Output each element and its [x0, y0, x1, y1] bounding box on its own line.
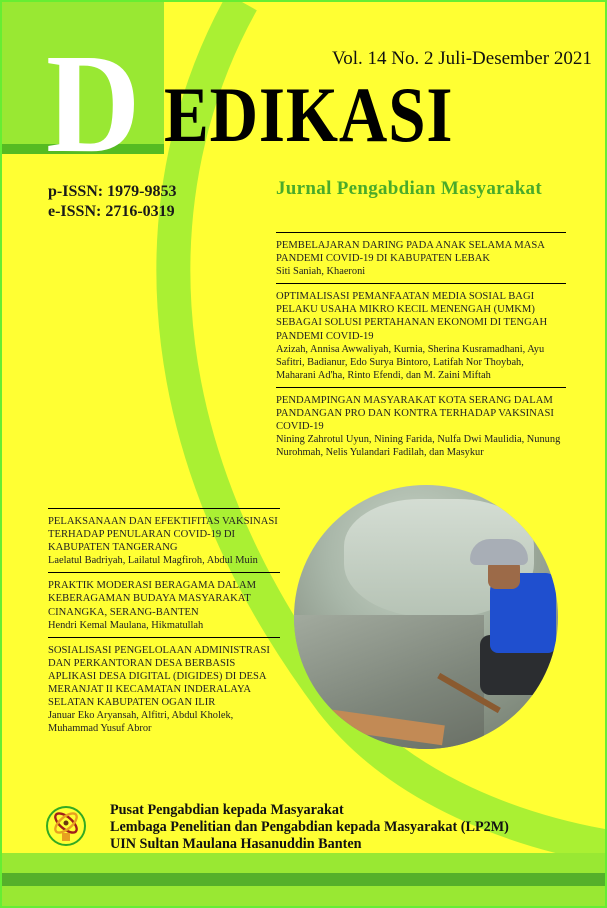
- person-cap: [470, 539, 528, 565]
- journal-title: EDIKASI: [164, 71, 454, 158]
- article-entry[interactable]: [48, 508, 280, 572]
- article-list-left: [48, 508, 280, 740]
- article-authors: Azizah, Annisa Awwaliyah, Kurnia, Sherina Kusramadhani, Ayu Safitri, Badianur, Edo Surya Bintoro, Latifah Nor Thoybah, Maharani Ad'ha, Rinto Efendi, dan M. Zaini Miftah: [276, 343, 545, 381]
- article-title: PEMBELAJARAN DARING PADA ANAK SELAMA MASA PANDEMI COVID-19 DI KABUPATEN LEBAK: [276, 240, 545, 265]
- article-authors: Januar Eko Aryansah, Alfitri, Abdul Kholek, Muhammad Yusuf Abror: [48, 710, 234, 735]
- article-entry[interactable]: [276, 283, 566, 387]
- article-authors: Laelatul Badriyah, Lailatul Magfiroh, Abdul Muin: [48, 555, 258, 567]
- volume-issue: Vol. 14 No. 2 Juli-Desember 2021: [332, 48, 592, 69]
- article-entry[interactable]: [276, 232, 566, 283]
- article-title: OPTIMALISASI PEMANFAATAN MEDIA SOSIAL BAGI PELAKU USAHA MIKRO KECIL MENENGAH (UMKM) SEBAGAI SOLUSI PERTAHANAN EKONOMI DI TENGAH PANDEMI COVID-19: [276, 291, 548, 342]
- e-issn: e-ISSN: 2716-0319: [48, 203, 175, 220]
- article-title: PENDAMPINGAN MASYARAKAT KOTA SERANG DALAM PANDANGAN PRO DAN KONTRA TERHADAP VAKSINASI COVID-19: [276, 394, 554, 433]
- article-title: PRAKTIK MODERASI BERAGAMA DALAM KEBERAGAMAN BUDAYA MASYARAKAT CINANGKA, SERANG-BANTEN: [48, 580, 257, 618]
- issn-block: [48, 182, 176, 222]
- publisher-line-2: Lembaga Penelitian dan Pengabdian kepada Masyarakat (LP2M): [110, 819, 509, 835]
- uin-logo-icon: [46, 806, 86, 846]
- p-issn: p-ISSN: 1979-9853: [48, 183, 177, 200]
- article-entry[interactable]: [48, 637, 280, 741]
- article-authors: Nining Zahrotul Uyun, Nining Farida, Nulfa Dwi Maulidia, Nunung Nurohmah, Nelis Yulandari Fadilah, dan Masykur: [276, 434, 561, 459]
- footer-band-dark: [2, 873, 605, 886]
- article-entry[interactable]: [48, 572, 280, 636]
- article-entry[interactable]: [276, 387, 566, 464]
- cover-photo: [294, 485, 558, 749]
- footer-band-light-bottom: [2, 886, 605, 906]
- article-authors: Hendri Kemal Maulana, Hikmatullah: [48, 619, 204, 631]
- publisher-line-1: Pusat Pengabdian kepada Masyarakat: [110, 802, 344, 818]
- footer-band-light: [2, 853, 605, 873]
- title-initial: D: [46, 24, 139, 182]
- article-authors: Siti Saniah, Khaeroni: [276, 266, 366, 278]
- journal-cover: [2, 2, 605, 906]
- article-title: PELAKSANAAN DAN EFEKTIFITAS VAKSINASI TERHADAP PENULARAN COVID-19 DI KABUPATEN TANGERANG: [48, 516, 278, 554]
- publisher-info: [110, 802, 509, 853]
- article-title: SOSIALISASI PENGELOLAAN ADMINISTRASI DAN PERKANTORAN DESA BERBASIS APLIKASI DESA DIGITAL (DIGIDES) DI DESA MERANJAT II KECAMATAN INDERALAYA SELATAN KABUPATEN OGAN ILIR: [48, 644, 270, 709]
- publisher-line-3: UIN Sultan Maulana Hasanuddin Banten: [110, 836, 362, 852]
- journal-subtitle: Jurnal Pengabdian Masyarakat: [276, 178, 542, 199]
- article-list-right: [276, 232, 566, 464]
